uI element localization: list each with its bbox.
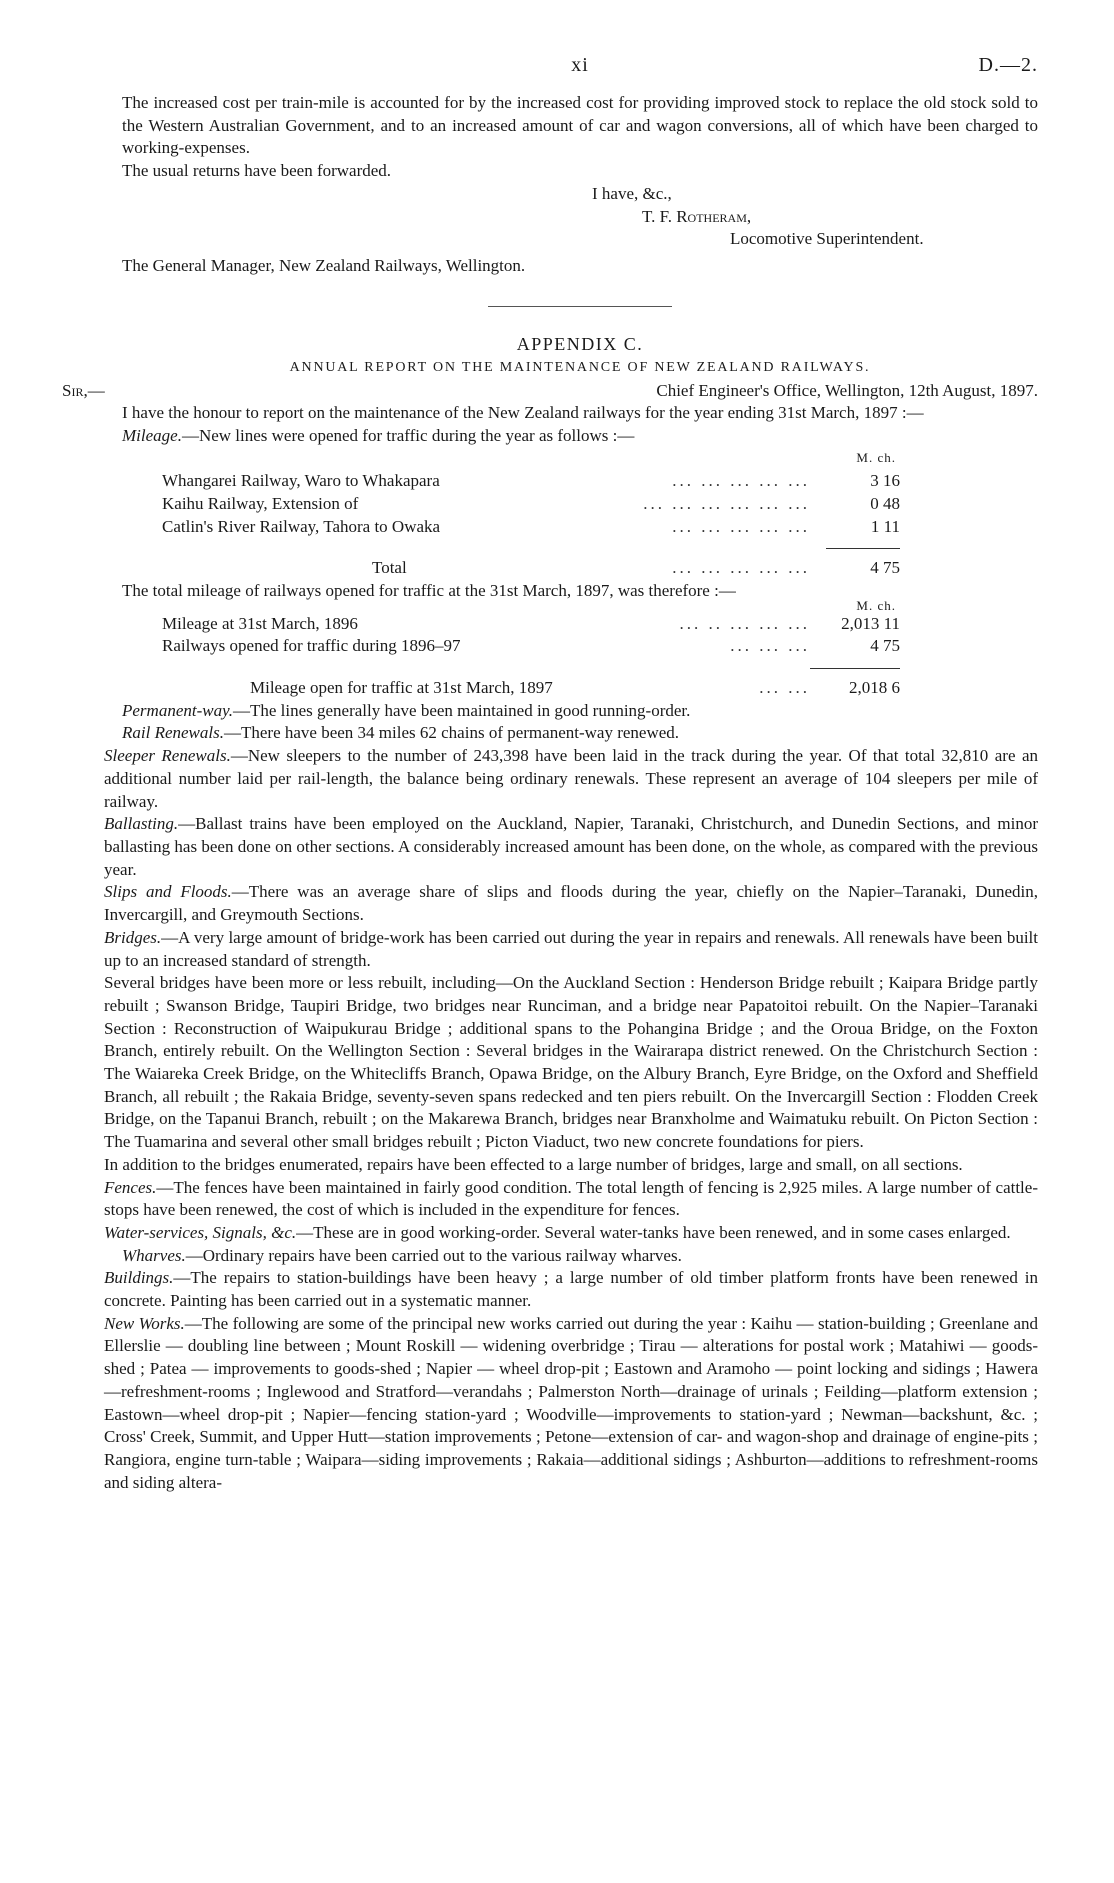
section-paragraph [104,1222,1038,1245]
section-label: Slips and Floods. [104,882,232,902]
salutation-line [62,380,1038,402]
total-value: 2,018 6 [849,678,900,698]
total-mileage-text: The total mileage of railways opened for traffic at the 31st March, 1897, was therefore :— [122,580,736,600]
total-mileage-paragraph [122,580,1038,603]
total-label: Total [372,558,407,578]
row-dots: ... ... ... ... ... [672,471,810,491]
section-text: —There have been 34 miles 62 chains of permanent-way renewed. [223,723,680,743]
section-paragraph [122,722,1038,745]
mileage-label: Mileage. [122,425,182,445]
new-lines-table [162,447,900,580]
section-paragraph [104,813,1038,881]
table-units: M. ch. [856,450,896,466]
section-text: —The following are some of the principal new works carried out during the year : Kaihu — station-building ; Greenlane and Ellerslie — doubling line between ; Mount Roskill — widening overbridge ; Tirau — alterations for postal work ; Matahiwi — goods-shed ; Patea — improvements to goods-shed ; Napier — wheel drop-pit ; Eastown and Aramoho — point locking and sidings ; Hawera—refreshment-rooms ; Inglewood and Stratford—verandahs ; Palmerston North—drainage of urinals ; Feilding—platform extension ; Eastown—wheel drop-pit ; Napier—fencing station-yard ; Woodville—improvements to station-yard ; Newman—backshunt, &c. ; Cross' Creek, Summit, and Upper Hutt—station improvements ; Petone—extension of car- and wagon-shop and drainage of engine-pits ; Rangiora, engine turn-table ; Waipara—siding improvements ; Rakaia—additional sidings ; Ashburton—additions to refreshment-rooms and siding altera- [104,1313,1038,1492]
document-reference: D.—2. [978,54,1038,76]
section-label: Wharves. [122,1245,186,1265]
row-dots: ... ... ... ... ... ... [643,493,810,513]
table-row [162,493,900,516]
section-paragraph [104,1313,1038,1495]
section-label: Ballasting. [104,814,179,834]
row-dots: ... ... ... ... ... [672,516,810,536]
section-text: —A very large amount of bridge-work has been carried out during the year in repairs and renewals. All renewals have been built up to an increased standard of strength. [104,927,1038,970]
section-label: New Works. [104,1313,185,1333]
salutation: Sir,— [62,381,105,401]
section-text: —The lines generally have been maintained in good running-order. [232,700,691,720]
total-dots: ... ... [759,678,810,698]
section-label: Permanent-way. [122,700,233,720]
signature-block [122,183,1038,251]
table-units: M. ch. [856,597,896,613]
row-value: 1 11 [870,516,900,536]
section-text: —These are in good working-order. Several water-tanks have been renewed, and in some cases enlarged. [296,1222,1011,1242]
section-paragraph [104,745,1038,813]
total-label: Mileage open for traffic at 31st March, 1897 [250,678,553,698]
section-label: Sleeper Renewals. [104,746,231,766]
total-dots: ... ... ... ... ... [672,558,810,578]
signature-title: Locomotive Superintendent. [730,229,924,249]
row-value: 2,013 11 [841,613,900,633]
section-text: In addition to the bridges enumerated, repairs have been effected to a large number of bridges, large and small, on all sections. [104,1154,963,1174]
addressee-line [122,255,1038,278]
table-total-row [162,557,900,580]
section-paragraph [104,927,1038,972]
section-paragraph [104,1154,1038,1177]
appendix-title: APPENDIX C. [516,333,644,354]
intro-paragraph [122,92,1038,160]
returns-paragraph-text: The usual returns have been forwarded. [122,161,392,181]
opening-paragraph [62,402,1038,425]
row-label: Catlin's River Railway, Tahora to Owaka [162,516,441,536]
table-row [162,613,900,636]
appendix-section [62,333,1038,1495]
row-label: Railways opened for traffic during 1896–97 [162,636,461,656]
section-text: —Ordinary repairs have been carried out to the various railway wharves. [185,1245,682,1265]
row-value: 3 16 [870,471,900,491]
section-text: —New sleepers to the number of 243,398 have been laid in the track during the year. Of that total 32,810 are an additional number laid per rail-length, the balance being ordinary renewals. These represent an average of 104 sleepers per mile of railway. [104,746,1038,811]
report-title: ANNUAL REPORT ON THE MAINTENANCE OF NEW ZEALAND RAILWAYS. [289,360,871,376]
section-paragraph [122,1245,1038,1268]
intro-paragraph-text: The increased cost per train-mile is accounted for by the increased cost for providing improved stock to replace the old stock sold to the Western Australian Government, and to an increased amount of car and wagon conversions, all of which have been charged to working-expenses. [122,93,1038,158]
section-label: Buildings. [104,1268,174,1288]
mileage-paragraph [122,425,1038,448]
section-label: Water-services, Signals, &c. [104,1222,297,1242]
office-dateline: Chief Engineer's Office, Wellington, 12th August, 1897. [656,381,1038,401]
page-header [122,48,1038,88]
sum-rule [810,668,900,669]
section-label: Rail Renewals. [122,723,224,743]
page-number: xi [571,54,589,76]
section-paragraph [104,972,1038,1154]
section-paragraph [104,1177,1038,1222]
section-text: Several bridges have been more or less rebuilt, including—On the Auckland Section : Henderson Bridge rebuilt ; Kaipara Bridge partly rebuilt ; Swanson Bridge, Taupiri Bridge, two bridges near Runciman, and a bridge near Papatoitoi rebuilt. On the Napier–Taranaki Section : Reconstruction of Waipukurau Bridge ; additional spans to the Pohangina Bridge ; and the Oroua Bridge, on the Foxton Branch, entirely rebuilt. On the Wellington Section : Several bridges in the Wairarapa district renewed. On the Christchurch Section : The Waiareka Creek Bridge, on the Whitecliffs Branch, Opawa Bridge, on the Albury Branch, Eyre Bridge, on the Oxford and Sheffield Branch, all rebuilt ; the Rakaia Bridge, seventy-seven spans redecked and ten piers rebuilt. On the Invercargill Section : Flodden Creek Bridge, on the Tapanui Branch, rebuilt ; on the Makarewa Branch, bridges near Branxholme and Waimatuku rebuilt. On Picton Section : The Tuamarina and several other small bridges rebuilt ; Picton Viaduct, two new concrete foundations for piers. [104,973,1038,1152]
table-row [162,635,900,658]
section-text: —The repairs to station-buildings have been heavy ; a large number of old timber platform fronts have been renewed in concrete. Painting has been carried out in a systematic manner. [104,1268,1038,1311]
total-value: 4 75 [870,558,900,578]
signature-have: I have, &c., [592,183,672,203]
row-label: Kaihu Railway, Extension of [162,493,359,513]
section-paragraph [104,881,1038,926]
addressee-text: The General Manager, New Zealand Railways, Wellington. [122,255,526,275]
table-row [162,470,900,493]
table-row [162,516,900,539]
section-text: —The fences have been maintained in fairly good condition. The total length of fencing is 2,925 miles. A large number of cattle-stops have been renewed, the cost of which is included in the expenditure for fences. [104,1177,1038,1220]
mileage-text: —New lines were opened for traffic during the year as follows :— [181,425,635,445]
table-total-row [162,677,900,700]
row-label: Mileage at 31st March, 1896 [162,613,358,633]
sum-rule [826,548,900,549]
section-paragraph [104,1267,1038,1312]
section-label: Fences. [104,1177,157,1197]
section-text: —Ballast trains have been employed on the Auckland, Napier, Taranaki, Christchurch, and Dunedin Sections, and minor ballasting has been done on other sections. A considerably increased amount has been done, on the whole, as compared with the previous year. [104,814,1038,879]
section-paragraph [122,700,1038,723]
section-divider [488,306,672,307]
signature-name: T. F. Rotheram, [642,206,752,226]
maintenance-sections [104,700,1038,1495]
returns-paragraph [122,160,1038,183]
row-value: 0 48 [870,493,900,513]
intro-section [122,92,1038,278]
row-dots: ... .. ... ... ... [679,613,810,633]
section-text: —There was an average share of slips and floods during the year, chiefly on the Napier–Taranaki, Dunedin, Invercargill, and Greymouth Sections. [104,882,1038,925]
opening-text: I have the honour to report on the maintenance of the New Zealand railways for the year ending 31st March, 1897 :— [122,403,924,423]
row-value: 4 75 [870,636,900,656]
row-label: Whangarei Railway, Waro to Whakapara [162,471,440,491]
section-label: Bridges. [104,927,162,947]
mileage-table [162,599,900,700]
row-dots: ... ... ... [730,636,810,656]
